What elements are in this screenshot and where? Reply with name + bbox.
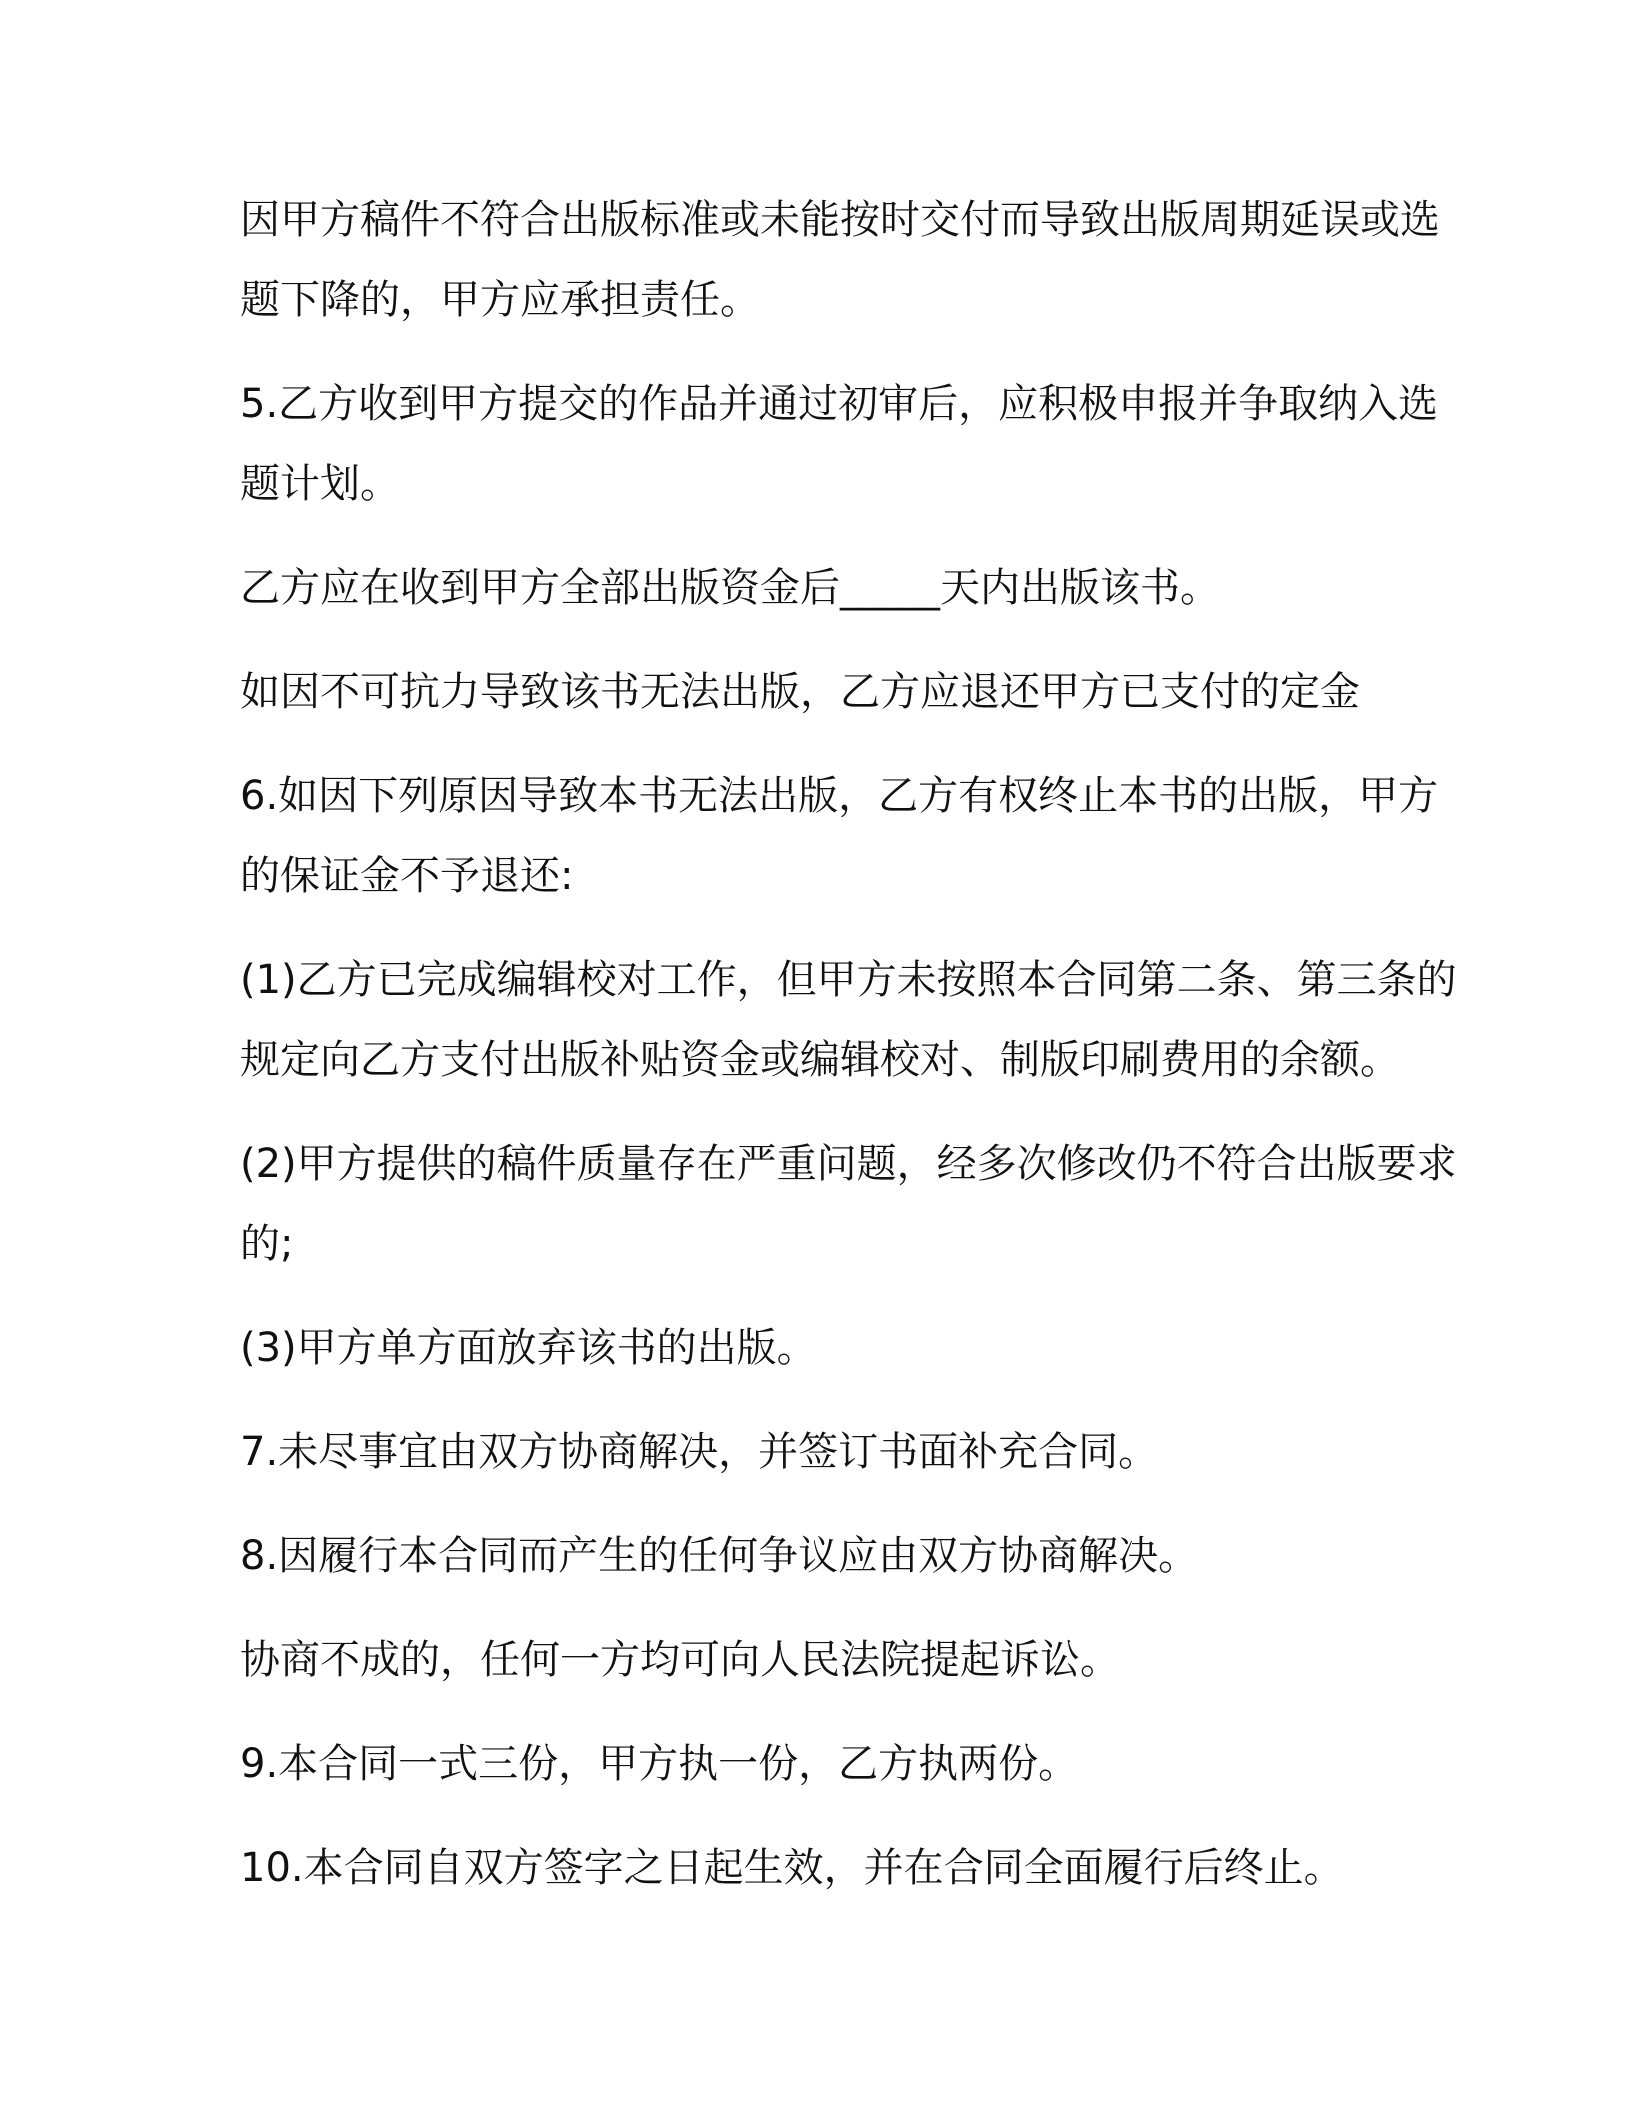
text-line: 的; (240, 1221, 294, 1267)
paragraph-clause-8 (240, 1516, 1400, 1596)
text-line: 5.乙方收到甲方提交的作品并通过初审后，应积极申报并争取纳入选 (240, 381, 1439, 427)
text-line: 乙方应在收到甲方全部出版资金后_____天内出版该书。 (240, 565, 1220, 611)
paragraph-clause-6-item-2 (240, 1124, 1457, 1284)
text-line: 7.未尽事宜由双方协商解决，并签订书面补充合同。 (240, 1429, 1159, 1475)
text-line: 6.如因下列原因导致本书无法出版，乙方有权终止本书的出版，甲方 (240, 773, 1439, 819)
text-line: 的保证金不予退还: (240, 853, 574, 899)
paragraph-clause-6-item-1 (240, 940, 1457, 1100)
paragraph-clause-6 (240, 756, 1439, 916)
text-line: 协商不成的，任何一方均可向人民法院提起诉讼。 (240, 1637, 1120, 1683)
paragraph-litigation (240, 1620, 1400, 1700)
paragraph-clause-7 (240, 1412, 1400, 1492)
text-line: 题计划。 (240, 461, 400, 507)
text-line: 10.本合同自双方签字之日起生效，并在合同全面履行后终止。 (240, 1845, 1344, 1891)
text-line: 题下降的，甲方应承担责任。 (240, 277, 760, 323)
paragraph-clause-9 (240, 1724, 1400, 1804)
document-page (240, 180, 1457, 1908)
text-line: 8.因履行本合同而产生的任何争议应由双方协商解决。 (240, 1533, 1199, 1579)
text-line: 因甲方稿件不符合出版标准或未能按时交付而导致出版周期延误或选 (240, 197, 1440, 243)
paragraph-force-majeure (240, 652, 1400, 732)
text-line: 9.本合同一式三份，甲方执一份，乙方执两份。 (240, 1741, 1079, 1787)
text-line: 规定向乙方支付出版补贴资金或编辑校对、制版印刷费用的余额。 (240, 1037, 1400, 1083)
text-line: (2)甲方提供的稿件质量存在严重问题，经多次修改仍不符合出版要求 (240, 1141, 1457, 1187)
paragraph-publication-delay (240, 180, 1440, 340)
paragraph-clause-5 (240, 364, 1439, 524)
paragraph-clause-6-item-3 (240, 1308, 1400, 1388)
text-line: 如因不可抗力导致该书无法出版，乙方应退还甲方已支付的定金 (240, 669, 1360, 715)
text-line: (1)乙方已完成编辑校对工作，但甲方未按照本合同第二条、第三条的 (240, 957, 1457, 1003)
paragraph-clause-10 (240, 1828, 1400, 1908)
text-line: (3)甲方单方面放弃该书的出版。 (240, 1325, 817, 1371)
paragraph-publish-deadline (240, 548, 1400, 628)
